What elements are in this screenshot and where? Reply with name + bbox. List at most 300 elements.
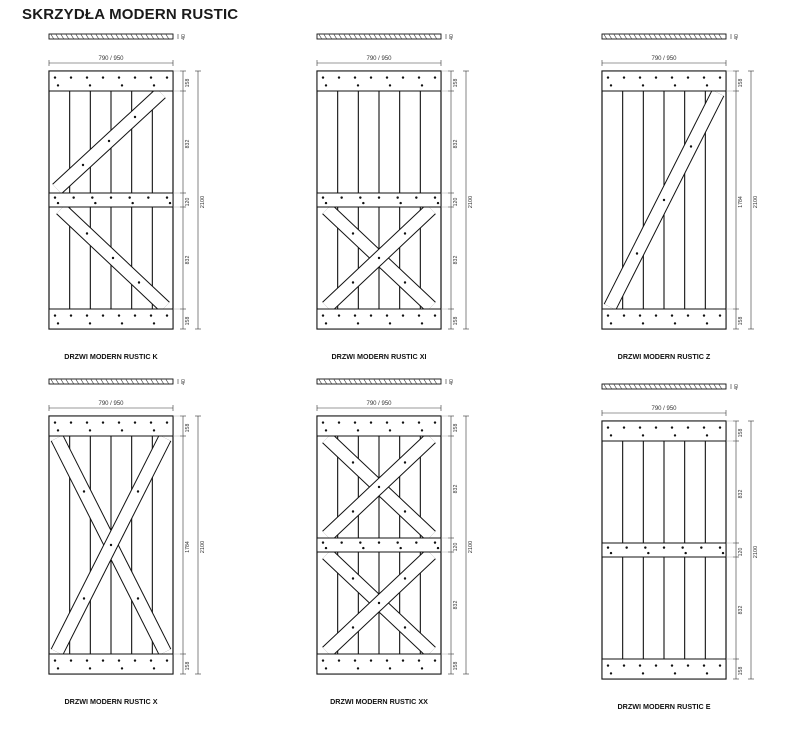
screw-dot: [404, 577, 406, 579]
rail-board: [602, 421, 726, 441]
segment-label: 158: [453, 661, 459, 671]
segment-label: 832: [453, 139, 459, 149]
screw-dot: [83, 597, 85, 599]
screw-dot: [153, 429, 155, 431]
segment-dimensions: [173, 71, 191, 329]
screw-dot: [322, 541, 324, 543]
segment-label: 832: [185, 255, 191, 265]
screw-dot: [610, 672, 612, 674]
screw-dot: [396, 541, 398, 543]
screw-dot: [674, 84, 676, 86]
screw-dot: [137, 597, 139, 599]
screw-dot: [639, 664, 641, 666]
screw-dot: [147, 196, 149, 198]
screw-dot: [57, 322, 59, 324]
screw-dot: [72, 196, 74, 198]
rail-board: [317, 309, 441, 329]
screw-dot: [118, 76, 120, 78]
screw-dot: [378, 541, 380, 543]
screw-dot: [639, 426, 641, 428]
screw-dot: [57, 667, 59, 669]
screw-dot: [352, 232, 354, 234]
screw-dot: [128, 196, 130, 198]
screw-dot: [322, 314, 324, 316]
screw-dot: [687, 664, 689, 666]
door-drawing-e: [593, 378, 785, 718]
screw-dot: [325, 667, 327, 669]
segment-label: 832: [453, 255, 459, 265]
screw-dot: [674, 434, 676, 436]
door-drawing-xx: [308, 373, 528, 713]
screw-dot: [54, 76, 56, 78]
screw-dot: [687, 314, 689, 316]
screw-dot: [153, 667, 155, 669]
rail-board: [317, 538, 441, 552]
screw-dot: [322, 659, 324, 661]
screw-dot: [362, 202, 364, 204]
screw-dot: [322, 421, 324, 423]
screw-dot: [389, 667, 391, 669]
thickness-label: 40: [734, 384, 740, 390]
door-group: [49, 379, 206, 706]
screw-dot: [134, 421, 136, 423]
screw-dot: [415, 196, 417, 198]
screw-dot: [86, 314, 88, 316]
width-label: 790 / 950: [651, 56, 677, 62]
door-group: [317, 379, 474, 706]
screw-dot: [166, 314, 168, 316]
screw-dot: [437, 547, 439, 549]
screw-dot: [625, 546, 627, 548]
screw-dot: [623, 314, 625, 316]
screw-dot: [354, 659, 356, 661]
screw-dot: [378, 602, 380, 604]
segment-label: 832: [738, 489, 744, 499]
screw-dot: [639, 76, 641, 78]
screw-dot: [418, 421, 420, 423]
screw-dot: [108, 140, 110, 142]
door-drawing-xi: [308, 28, 528, 368]
screw-dot: [325, 547, 327, 549]
screw-dot: [389, 429, 391, 431]
segment-label: 158: [738, 316, 744, 326]
door-top-view: [602, 34, 740, 40]
door-group: [317, 34, 474, 361]
screw-dot: [338, 314, 340, 316]
screw-dot: [357, 667, 359, 669]
screw-dot: [352, 577, 354, 579]
screw-dot: [404, 461, 406, 463]
screw-dot: [118, 314, 120, 316]
screw-dot: [642, 434, 644, 436]
screw-dot: [607, 546, 609, 548]
screw-dot: [703, 664, 705, 666]
screw-dot: [86, 76, 88, 78]
screw-dot: [138, 281, 140, 283]
segment-label: 158: [453, 423, 459, 433]
screw-dot: [131, 202, 133, 204]
door-caption: DRZWI MODERN RUSTIC X: [64, 697, 158, 706]
screw-dot: [386, 659, 388, 661]
width-label: 790 / 950: [366, 56, 392, 62]
screw-dot: [690, 145, 692, 147]
screw-dot: [399, 202, 401, 204]
segment-label: 158: [185, 78, 191, 88]
width-dimension: [317, 401, 441, 411]
thickness-label: 40: [181, 34, 187, 40]
screw-dot: [610, 434, 612, 436]
screw-dot: [674, 672, 676, 674]
screw-dot: [378, 486, 380, 488]
screw-dot: [687, 76, 689, 78]
screw-dot: [102, 421, 104, 423]
door-drawing-k: [40, 28, 260, 368]
rail-board: [317, 416, 441, 436]
screw-dot: [700, 546, 702, 548]
segment-dimensions: [441, 71, 459, 329]
screw-dot: [389, 322, 391, 324]
segment-label: 120: [738, 547, 744, 557]
screw-dot: [150, 421, 152, 423]
screw-dot: [83, 490, 85, 492]
screw-dot: [706, 434, 708, 436]
screw-dot: [722, 552, 724, 554]
screw-dot: [610, 84, 612, 86]
rail-board: [602, 659, 726, 679]
screw-dot: [644, 546, 646, 548]
screw-dot: [642, 84, 644, 86]
screw-dot: [434, 314, 436, 316]
screw-dot: [89, 667, 91, 669]
screw-dot: [112, 257, 114, 259]
screw-dot: [121, 667, 123, 669]
screw-dot: [57, 429, 59, 431]
screw-dot: [719, 426, 721, 428]
screw-dot: [719, 314, 721, 316]
segment-label: 120: [185, 197, 191, 207]
height-dimension: [463, 71, 474, 329]
rail-board: [49, 416, 173, 436]
screw-dot: [703, 314, 705, 316]
screw-dot: [671, 314, 673, 316]
screw-dot: [623, 426, 625, 428]
segment-dimensions: [173, 416, 191, 674]
segment-label: 158: [185, 423, 191, 433]
rail-board: [49, 654, 173, 674]
screw-dot: [421, 667, 423, 669]
segment-dimensions: [726, 71, 744, 329]
screw-dot: [623, 76, 625, 78]
screw-dot: [354, 76, 356, 78]
screw-dot: [402, 421, 404, 423]
screw-dot: [418, 659, 420, 661]
screw-dot: [118, 659, 120, 661]
height-label: 2100: [200, 540, 206, 554]
screw-dot: [434, 659, 436, 661]
screw-dot: [362, 547, 364, 549]
segment-label: 832: [453, 484, 459, 494]
rail-board: [602, 71, 726, 91]
screw-dot: [54, 314, 56, 316]
screw-dot: [354, 421, 356, 423]
segment-label: 120: [453, 197, 459, 207]
screw-dot: [370, 314, 372, 316]
screw-dot: [607, 426, 609, 428]
screw-dot: [378, 196, 380, 198]
screw-dot: [137, 490, 139, 492]
screw-dot: [325, 202, 327, 204]
height-dimension: [748, 421, 759, 679]
screw-dot: [91, 196, 93, 198]
screw-dot: [404, 626, 406, 628]
screw-dot: [110, 196, 112, 198]
thickness-label: 40: [449, 34, 455, 40]
screw-dot: [607, 76, 609, 78]
screw-dot: [719, 664, 721, 666]
segment-dimensions: [726, 421, 744, 679]
screw-dot: [359, 541, 361, 543]
screw-dot: [404, 510, 406, 512]
screw-dot: [150, 314, 152, 316]
screw-dot: [370, 76, 372, 78]
door-group: [49, 34, 206, 361]
screw-dot: [607, 664, 609, 666]
screw-dot: [166, 76, 168, 78]
door-group: [602, 384, 759, 711]
screw-dot: [671, 664, 673, 666]
rail-board: [602, 309, 726, 329]
door-caption: DRZWI MODERN RUSTIC Z: [617, 352, 711, 361]
screw-dot: [121, 84, 123, 86]
screw-dot: [684, 552, 686, 554]
screw-dot: [655, 664, 657, 666]
screw-dot: [338, 76, 340, 78]
screw-dot: [166, 659, 168, 661]
width-dimension: [49, 56, 173, 66]
screw-dot: [623, 664, 625, 666]
screw-dot: [340, 196, 342, 198]
segment-label: 158: [738, 428, 744, 438]
screw-dot: [402, 76, 404, 78]
screw-dot: [434, 421, 436, 423]
screw-dot: [706, 322, 708, 324]
screw-dot: [418, 76, 420, 78]
screw-dot: [89, 429, 91, 431]
screw-dot: [434, 541, 436, 543]
screw-dot: [421, 429, 423, 431]
screw-dot: [94, 202, 96, 204]
screw-dot: [166, 421, 168, 423]
segment-label: 120: [453, 542, 459, 552]
screw-dot: [706, 84, 708, 86]
page-title: SKRZYDŁA MODERN RUSTIC: [22, 6, 239, 23]
width-dimension: [317, 56, 441, 66]
screw-dot: [642, 322, 644, 324]
segment-label: 158: [185, 316, 191, 326]
screw-dot: [706, 672, 708, 674]
rail-board: [602, 543, 726, 557]
screw-dot: [102, 76, 104, 78]
door-caption: DRZWI MODERN RUSTIC E: [617, 702, 711, 711]
screw-dot: [663, 199, 665, 201]
screw-dot: [352, 281, 354, 283]
width-dimension: [602, 56, 726, 66]
screw-dot: [86, 421, 88, 423]
screw-dot: [719, 76, 721, 78]
screw-dot: [134, 76, 136, 78]
screw-dot: [370, 421, 372, 423]
screw-dot: [434, 196, 436, 198]
screw-dot: [352, 461, 354, 463]
screw-dot: [118, 421, 120, 423]
screw-dot: [70, 659, 72, 661]
screw-dot: [150, 76, 152, 78]
door-top-view: [49, 34, 187, 40]
width-dimension: [49, 401, 173, 411]
screw-dot: [54, 659, 56, 661]
screw-dot: [610, 322, 612, 324]
screw-dot: [54, 196, 56, 198]
height-dimension: [195, 416, 206, 674]
screw-dot: [647, 552, 649, 554]
rail-board: [49, 309, 173, 329]
height-dimension: [748, 71, 759, 329]
height-label: 2100: [200, 195, 206, 209]
screw-dot: [402, 659, 404, 661]
screw-dot: [421, 322, 423, 324]
screw-dot: [70, 421, 72, 423]
screw-dot: [70, 314, 72, 316]
door-drawing-x: [40, 373, 260, 713]
screw-dot: [82, 164, 84, 166]
door-group: [602, 34, 759, 361]
screw-dot: [102, 659, 104, 661]
screw-dot: [357, 322, 359, 324]
screw-dot: [86, 659, 88, 661]
rail-board: [49, 193, 173, 207]
door-top-view: [317, 379, 455, 385]
screw-dot: [404, 281, 406, 283]
segment-label: 158: [453, 316, 459, 326]
screw-dot: [437, 202, 439, 204]
screw-dot: [415, 541, 417, 543]
screw-dot: [687, 426, 689, 428]
screw-dot: [663, 546, 665, 548]
height-label: 2100: [468, 540, 474, 554]
screw-dot: [357, 429, 359, 431]
screw-dot: [386, 76, 388, 78]
screw-dot: [421, 84, 423, 86]
width-label: 790 / 950: [98, 56, 124, 62]
screw-dot: [396, 196, 398, 198]
screw-dot: [389, 84, 391, 86]
height-label: 2100: [753, 195, 759, 209]
screw-dot: [57, 84, 59, 86]
door-top-view: [49, 379, 187, 385]
segment-label: 832: [453, 600, 459, 610]
screw-dot: [70, 76, 72, 78]
screw-dot: [340, 541, 342, 543]
screw-dot: [434, 76, 436, 78]
screw-dot: [153, 84, 155, 86]
door-caption: DRZWI MODERN RUSTIC K: [64, 352, 158, 361]
screw-dot: [166, 196, 168, 198]
screw-dot: [607, 314, 609, 316]
thickness-label: 40: [181, 379, 187, 385]
screw-dot: [359, 196, 361, 198]
segment-dimensions: [441, 416, 459, 674]
screw-dot: [671, 76, 673, 78]
screw-dot: [402, 314, 404, 316]
segment-label: 1784: [738, 196, 744, 208]
rail-board: [317, 71, 441, 91]
segment-label: 158: [185, 661, 191, 671]
rail-board: [317, 654, 441, 674]
door-caption: DRZWI MODERN RUSTIC XX: [330, 697, 428, 706]
screw-dot: [352, 510, 354, 512]
height-dimension: [195, 71, 206, 329]
screw-dot: [386, 421, 388, 423]
width-label: 790 / 950: [98, 401, 124, 407]
screw-dot: [655, 314, 657, 316]
screw-dot: [703, 76, 705, 78]
screw-dot: [86, 232, 88, 234]
screw-dot: [378, 257, 380, 259]
segment-label: 832: [738, 605, 744, 615]
rail-board: [49, 71, 173, 91]
screw-dot: [642, 672, 644, 674]
screw-dot: [169, 202, 171, 204]
segment-label: 832: [185, 139, 191, 149]
screw-dot: [610, 552, 612, 554]
screw-dot: [639, 314, 641, 316]
screw-dot: [671, 426, 673, 428]
screw-dot: [110, 544, 112, 546]
screw-dot: [325, 322, 327, 324]
screw-dot: [357, 84, 359, 86]
screw-dot: [338, 421, 340, 423]
width-label: 790 / 950: [651, 406, 677, 412]
screw-dot: [322, 76, 324, 78]
segment-label: 158: [738, 78, 744, 88]
screw-dot: [370, 659, 372, 661]
segment-label: 1784: [185, 541, 191, 553]
screw-dot: [655, 426, 657, 428]
screw-dot: [352, 626, 354, 628]
screw-dot: [404, 232, 406, 234]
segment-label: 158: [738, 666, 744, 676]
screw-dot: [386, 314, 388, 316]
width-label: 790 / 950: [366, 401, 392, 407]
screw-dot: [322, 196, 324, 198]
screw-dot: [89, 322, 91, 324]
screw-dot: [681, 546, 683, 548]
screw-dot: [636, 252, 638, 254]
screw-dot: [54, 421, 56, 423]
screw-dot: [57, 202, 59, 204]
height-label: 2100: [753, 545, 759, 559]
screw-dot: [153, 322, 155, 324]
screw-dot: [121, 429, 123, 431]
screw-dot: [338, 659, 340, 661]
screw-dot: [134, 116, 136, 118]
height-label: 2100: [468, 195, 474, 209]
thickness-label: 40: [734, 34, 740, 40]
screw-dot: [399, 547, 401, 549]
screw-dot: [418, 314, 420, 316]
screw-dot: [325, 429, 327, 431]
door-caption: DRZWI MODERN RUSTIC XI: [331, 352, 427, 361]
